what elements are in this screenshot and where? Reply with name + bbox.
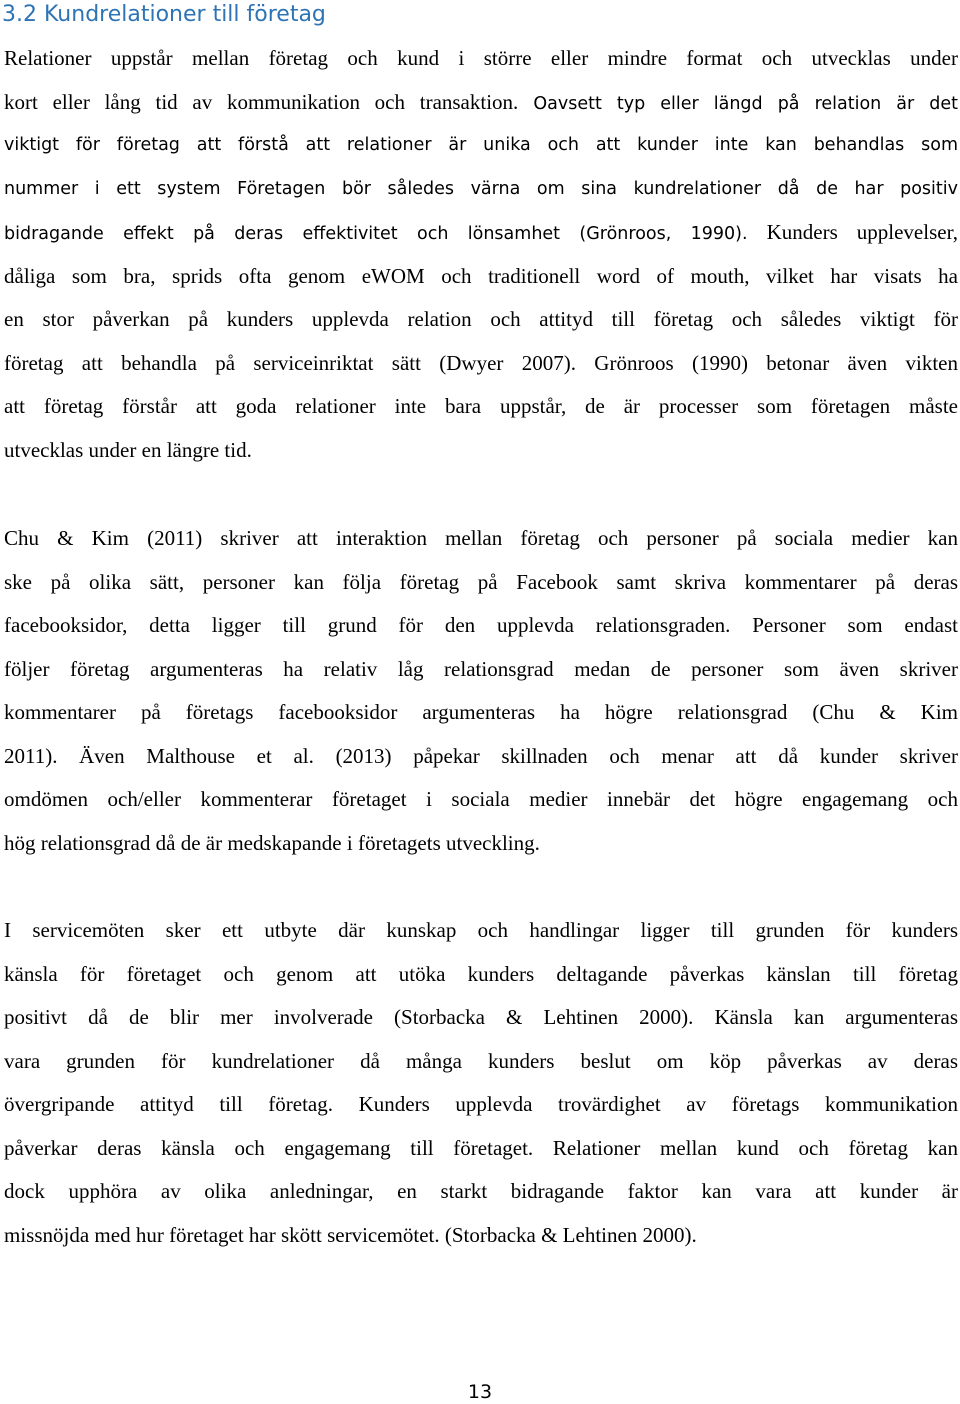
paragraph-line: påverkar deras känsla och engagemang till företaget. Relationer mellan kund och företag kan [4,1135,958,1160]
paragraph-line: hög relationsgrad då de är medskapande i företagets utveckling. [4,830,540,855]
line-segment: bidragande effekt på deras effektivitet och lönsamhet (Grönroos, 1990). [4,224,748,244]
paragraph-3 [4,909,958,1257]
paragraph-2 [4,517,958,865]
paragraph-line [4,81,958,125]
paragraph-line [4,342,958,386]
page-number: 13 [467,1381,493,1403]
paragraph-line: följer företag argumenteras ha relativ låg relationsgrad medan de personer som även skriver [4,656,958,681]
paragraph-line: viktigt för företag att förstå att relationer är unika och att kunder inte kan behandlas som [4,135,958,155]
paragraph-1 [4,37,958,472]
line-segment: Oavsett typ eller längd på relation är det [518,93,959,114]
paragraph-line: Chu & Kim (2011) skriver att interaktion mellan företag och personer på sociala medier kan [4,526,958,550]
section-heading: 3.2 Kundrelationer till företag [2,2,326,27]
paragraph-line [4,211,958,255]
paragraph-line: dåliga som bra, sprids ofta genom eWOM och traditionell word of mouth, vilket har visats ha [4,263,958,288]
paragraph-line: nummer i ett system Företagen bör således värna om sina kundrelationer då de har positiv [4,178,958,199]
paragraph-line: positivt då de blir mer involverade (Storbacka & Lehtinen 2000). Känsla kan argumenteras [4,1005,958,1029]
paragraph-line: ske på olika sätt, personer kan följa företag på Facebook samt skriva kommentarer på deras [4,569,958,594]
paragraph-line: känsla för företaget och genom att utöka kunders deltagande påverkas känslan till företag [4,961,958,986]
paragraph-line: en stor påverkan på kunders upplevda relation och attityd till företag och således viktigt för [4,307,958,331]
line-segment: Kunders upplevelser, [747,220,958,244]
paragraph-line: I servicemöten sker ett utbyte där kunskap och handlingar ligger till grunden för kunders [4,918,958,942]
line-segment: Grönroos (1990) betonar även vikten [575,350,958,375]
paragraph-line: 2011). Även Malthouse et al. (2013) påpekar skillnaden och menar att då kunder skriver [4,743,958,768]
paragraph-line: facebooksidor, detta ligger till grund för den upplevda relationsgraden. Personer som endast [4,613,958,637]
paragraph-line: övergripande attityd till företag. Kunders upplevda trovärdighet av företags kommunikation [4,1092,958,1116]
line-segment: kort eller lång tid av kommunikation och transaktion. [4,89,519,114]
paragraph-line: utvecklas under en längre tid. [4,437,252,462]
paragraph-line: vara grunden för kundrelationer då många kunders beslut om köp påverkas av deras [4,1048,958,1073]
paragraph-line: kommentarer på företags facebooksidor argumenteras ha högre relationsgrad (Chu & Kim [4,700,958,724]
paragraph-line: omdömen och/eller kommenterar företaget i sociala medier innebär det högre engagemang och [4,787,958,811]
paragraph-line: dock upphöra av olika anledningar, en starkt bidragande faktor kan vara att kunder är [4,1179,958,1203]
paragraph-line: missnöjda med hur företaget har skött servicemötet. (Storbacka & Lehtinen 2000). [4,1222,697,1247]
line-segment: företag att behandla på serviceinriktat sätt (Dwyer 2007). [4,350,576,375]
paragraph-line: Relationer uppstår mellan företag och kund i större eller mindre format och utvecklas under [4,46,958,70]
paragraph-line: att företag förstår att goda relationer inte bara uppstår, de är processer som företagen måste [4,394,958,418]
